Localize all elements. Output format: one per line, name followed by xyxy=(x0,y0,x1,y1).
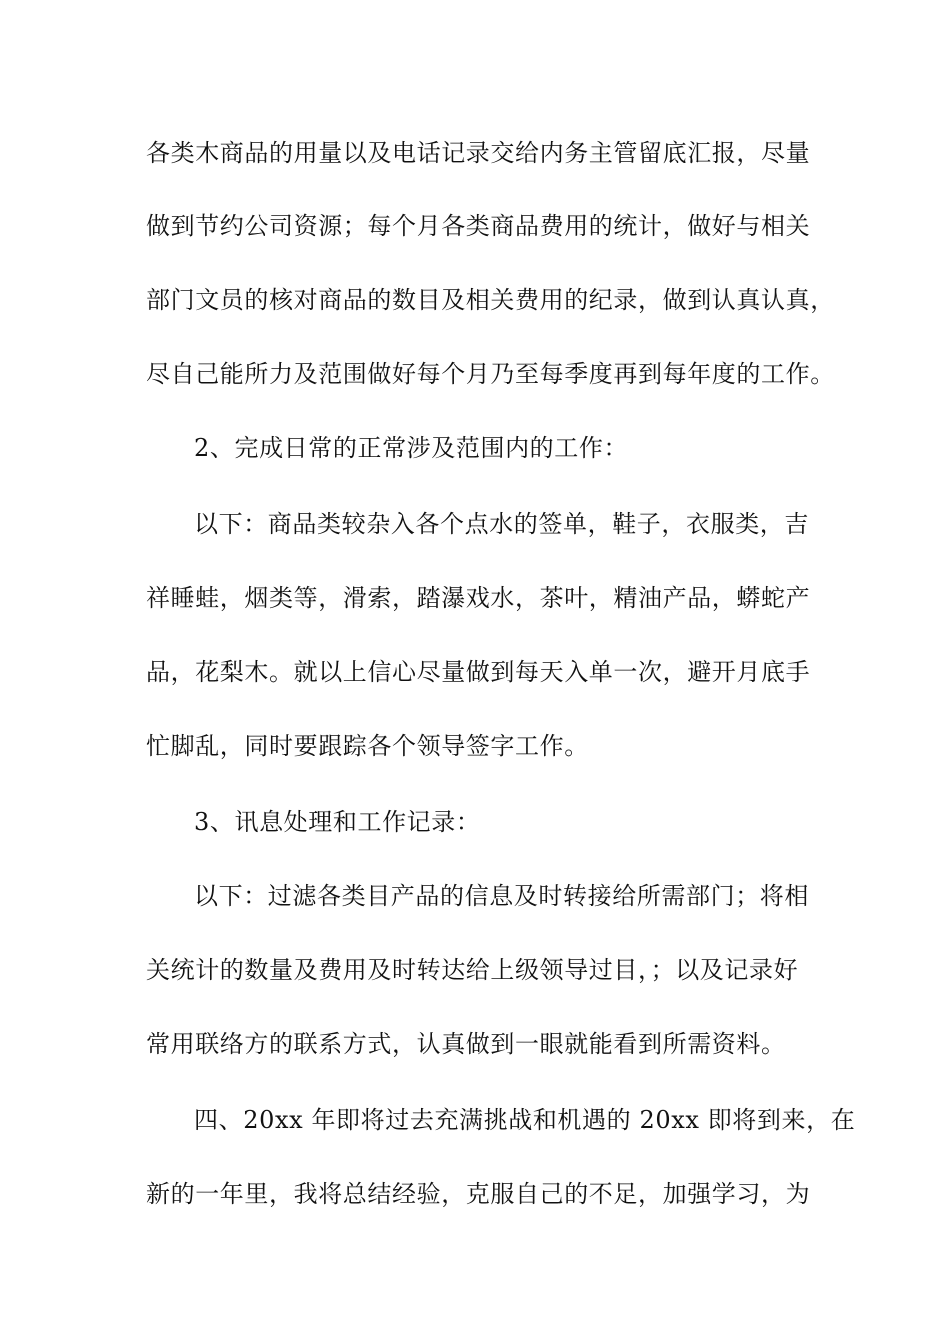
section-heading-2: 2、完成日常的正常涉及范围内的工作： xyxy=(194,434,629,462)
text-line-7: 祥睡蛙，烟类等，滑索，踏瀑戏水，茶叶，精油产品，蟒蛇产 xyxy=(146,584,811,612)
text-line-15: 新的一年里，我将总结经验，克服自己的不足，加强学习，为 xyxy=(146,1180,811,1208)
text-line-8: 品，花梨木。就以上信心尽量做到每天入单一次，避开月底手 xyxy=(146,658,811,686)
text-line-4: 尽自己能所力及范围做好每个月乃至每季度再到每年度的工作。 xyxy=(146,360,835,388)
section-heading-4: 四、20xx 年即将过去充满挑战和机遇的 20xx 即将到来，在 xyxy=(194,1106,856,1134)
text-line-1: 各类木商品的用量以及电话记录交给内务主管留底汇报，尽量 xyxy=(146,139,811,167)
text-line-3: 部门文员的核对商品的数目及相关费用的纪录，做到认真认真， xyxy=(146,286,835,314)
text-line-9: 忙脚乱，同时要跟踪各个领导签字工作。 xyxy=(146,732,589,760)
text-line-13: 常用联络方的联系方式，认真做到一眼就能看到所需资料。 xyxy=(146,1030,786,1058)
text-line-2: 做到节约公司资源；每个月各类商品费用的统计，做好与相关 xyxy=(146,212,811,240)
section-heading-3: 3、讯息处理和工作记录： xyxy=(194,808,481,836)
text-line-12: 关统计的数量及费用及时转达给上级领导过目，；以及记录好 xyxy=(146,956,799,984)
text-line-11: 以下：过滤各类目产品的信息及时转接给所需部门；将相 xyxy=(194,882,809,910)
text-line-6: 以下：商品类较杂入各个点水的签单，鞋子，衣服类，吉 xyxy=(194,510,809,538)
